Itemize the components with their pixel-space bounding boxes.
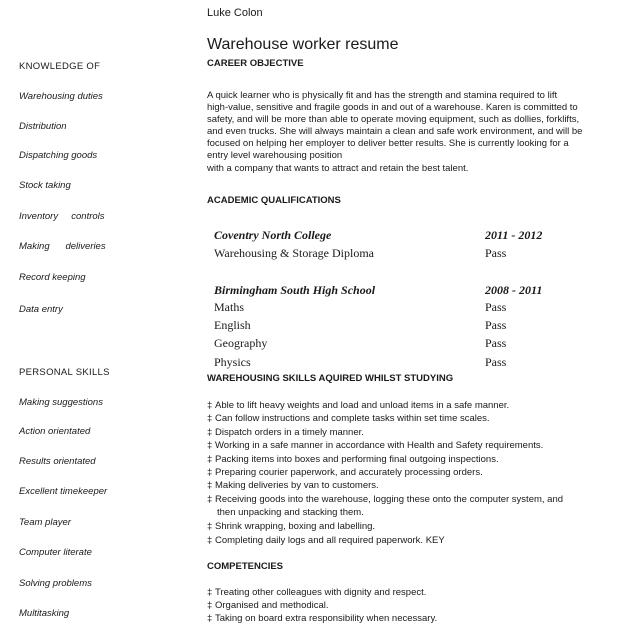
list-item: ‡ Working in a safe manner in accordance with Health and Safety requirements. — [207, 440, 544, 451]
objective-line: high-value, sensitive and fragile goods in and out of a warehouse. Karen is committed to — [207, 102, 578, 114]
list-item: ‡ Able to lift heavy weights and load and unload items in a safe manner. — [207, 400, 510, 411]
bullet-icon: ‡ — [207, 613, 213, 624]
skill-item: Team player — [19, 517, 71, 528]
subject: Maths — [214, 300, 244, 314]
result: Pass — [485, 300, 507, 314]
skill-item: Making suggestions — [19, 397, 103, 408]
knowledge-heading: KNOWLEDGE OF — [19, 61, 101, 72]
list-item: ‡ Preparing courier paperwork, and accurately processing orders. — [207, 467, 483, 478]
bullet-icon: ‡ — [207, 535, 213, 546]
list-item: ‡ Completing daily logs and all required paperwork. KEY — [207, 535, 445, 546]
knowledge-item: Distribution — [19, 121, 67, 132]
objective-line: and even trucks. She will always maintain a clean and safe work environment, and will be — [207, 126, 583, 138]
knowledge-item: Warehousing duties — [19, 91, 103, 102]
objective-line: with a company that wants to attract and retain the best talent. — [207, 162, 469, 174]
skill-item: Action orientated — [19, 426, 91, 437]
subject: English — [214, 318, 251, 332]
knowledge-item: Dispatching goods — [19, 150, 98, 161]
objective-line: focused on helping her employer to deliver better results. She is currently looking for a — [207, 138, 569, 150]
bullet-icon: ‡ — [207, 454, 213, 465]
subject: Warehousing & Storage Diploma — [214, 246, 375, 260]
skill-item: Multitasking — [19, 608, 70, 619]
warehousing-skills-heading: WAREHOUSING SKILLS AQUIRED WHILST STUDYING — [207, 373, 454, 384]
result: Pass — [485, 246, 507, 260]
skill-item: Computer literate — [19, 547, 92, 558]
bullet-icon: ‡ — [207, 467, 213, 478]
knowledge-item: Record keeping — [19, 272, 86, 283]
bullet-icon: ‡ — [207, 600, 213, 611]
objective-paragraph — [207, 90, 607, 175]
competencies-heading: COMPETENCIES — [207, 561, 284, 572]
knowledge-item: Making deliveries — [19, 241, 106, 252]
list-item: ‡ Treating other colleagues with dignity and respect. — [207, 587, 427, 598]
skill-item: Excellent timekeeper — [19, 486, 108, 497]
knowledge-item: Inventory controls — [19, 211, 105, 222]
result: Pass — [485, 355, 507, 369]
skill-item: Results orientated — [19, 456, 96, 467]
school-years: 2008 - 2011 — [485, 283, 543, 297]
school-years: 2011 - 2012 — [485, 228, 543, 242]
list-item: ‡ Taking on board extra responsibility when necessary. — [207, 613, 438, 624]
skill-item: Solving problems — [19, 578, 92, 589]
bullet-icon: ‡ — [207, 427, 213, 438]
list-item: ‡ Packing items into boxes and performing final outgoing inspections. — [207, 454, 499, 465]
objective-line: A quick learner who is physically fit and has the strength and stamina required to lift — [207, 90, 558, 101]
list-item: ‡ Making deliveries by van to customers. — [207, 480, 379, 491]
bullet-icon: ‡ — [207, 494, 213, 505]
result: Pass — [485, 318, 507, 332]
list-item: ‡ Organised and methodical. — [207, 600, 329, 611]
list-item: ‡ Shrink wrapping, boxing and labelling. — [207, 521, 376, 532]
school-name: Coventry North College — [214, 228, 332, 242]
subject: Physics — [214, 355, 251, 369]
knowledge-item: Data entry — [19, 304, 63, 315]
list-item: ‡ Can follow instructions and complete tasks within set time scales. — [207, 413, 490, 424]
objective-line: entry level warehousing position — [207, 150, 343, 162]
knowledge-item: Stock taking — [19, 180, 71, 191]
subject: Geography — [214, 336, 268, 350]
bullet-icon: ‡ — [207, 440, 213, 451]
bullet-icon: ‡ — [207, 400, 213, 411]
objective-heading: CAREER OBJECTIVE — [207, 58, 304, 69]
academic-heading: ACADEMIC QUALIFICATIONS — [207, 195, 341, 206]
resume-title: Warehouse worker resume — [207, 36, 399, 53]
result: Pass — [485, 336, 507, 350]
list-item: ‡ Receiving goods into the warehouse, logging these onto the computer system, and — [207, 494, 564, 505]
list-item: ‡ Dispatch orders in a timely manner. — [207, 427, 364, 438]
bullet-icon: ‡ — [207, 587, 213, 598]
bullet-icon: ‡ — [207, 480, 213, 491]
objective-line: safety, and will be more than able to operate moving equipment, such as dollies, forklifts, — [207, 114, 580, 126]
applicant-name: Luke Colon — [207, 7, 263, 19]
list-item-continuation: then unpacking and stacking them. — [217, 507, 364, 518]
bullet-icon: ‡ — [207, 521, 213, 532]
bullet-icon: ‡ — [207, 413, 213, 424]
school-name: Birmingham South High School — [214, 283, 376, 297]
skills-heading: PERSONAL SKILLS — [19, 367, 110, 378]
